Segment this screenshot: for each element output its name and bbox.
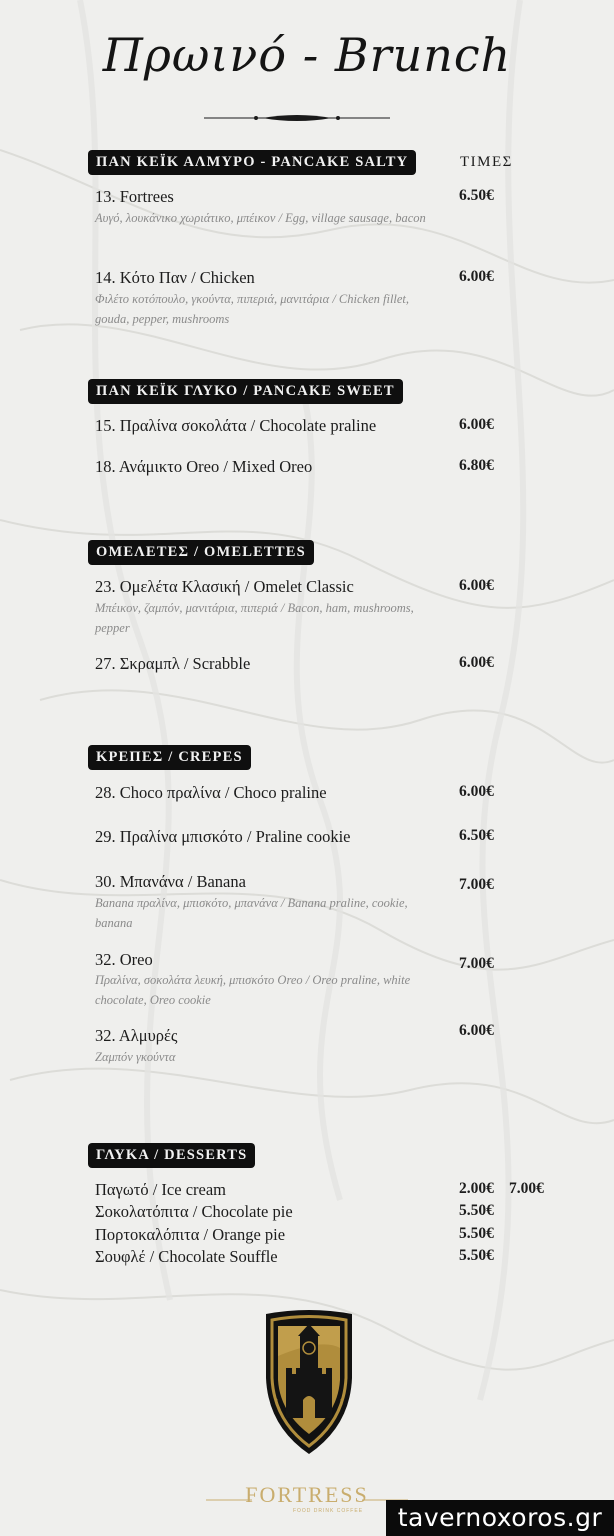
section-heading-pancake-sweet: ΠΑΝ ΚΕΪΚ ΓΛΥΚΟ / PANCAKE SWEET bbox=[88, 379, 403, 404]
menu-item-name: 18. Ανάμικτο Oreo / Mixed Oreo bbox=[95, 457, 313, 476]
menu-item-price: 6.00€ bbox=[459, 783, 494, 800]
menu-item-name: 27. Σκραμπλ / Scrabble bbox=[95, 654, 251, 673]
svg-text:FORTRESS: FORTRESS bbox=[245, 1482, 369, 1507]
menu-item-name: 28. Choco πραλίνα / Choco praline bbox=[95, 783, 327, 802]
menu-item-name: 14. Κότο Παν / Chicken bbox=[95, 268, 255, 287]
menu-item-name: Σοκολατόπιτα / Chocolate pie bbox=[95, 1202, 293, 1221]
menu-item-name: 23. Ομελέτα Κλασική / Omelet Classic bbox=[95, 577, 354, 596]
prices-column-header: ΤΙΜΕΣ bbox=[460, 154, 513, 170]
menu-item-name: 30. Μπανάνα / Banana bbox=[95, 872, 246, 891]
menu-item-description: Μπέικον, ζαμπόν, μανιτάρια, πιπεριά / Bacon, ham, mushrooms, pepper bbox=[95, 601, 414, 635]
menu-item-name: Σουφλέ / Chocolate Souffle bbox=[95, 1247, 278, 1266]
section-heading-crepes: ΚΡΕΠΕΣ / CREPES bbox=[88, 745, 251, 770]
menu-item-price: 6.00€ bbox=[459, 268, 494, 285]
section-heading-desserts: ΓΛΥΚΑ / DESSERTS bbox=[88, 1143, 255, 1168]
menu-item-name: Πορτοκαλόπιτα / Orange pie bbox=[95, 1225, 286, 1244]
title-divider-ornament bbox=[204, 112, 390, 124]
section-heading-pancake-salty: ΠΑΝ ΚΕΪΚ ΑΛΜΥΡΟ - PANCAKE SALTY bbox=[88, 150, 416, 175]
menu-item-price: 7.00€ bbox=[459, 876, 494, 893]
menu-item-price: 7.00€ bbox=[459, 955, 494, 972]
menu-item-price: 5.50€ bbox=[459, 1225, 494, 1242]
menu-item-name: 32. Oreo bbox=[95, 950, 153, 969]
fortress-brand-wordmark bbox=[200, 1478, 414, 1518]
svg-text:FOOD DRINK COFFEE: FOOD DRINK COFFEE bbox=[292, 1508, 364, 1514]
site-watermark: tavernoxoros.gr bbox=[386, 1500, 614, 1536]
menu-item-description: Ζαμπόν γκούντα bbox=[95, 1050, 176, 1064]
menu-item-description: Φιλέτο κοτόπουλο, γκούντα, πιπεριά, μανιτάρια / Chicken fillet, gouda, pepper, mushrooms bbox=[95, 292, 410, 326]
menu-item-price: 6.50€ bbox=[459, 827, 494, 844]
menu-item-price: 6.00€ bbox=[459, 577, 494, 594]
menu-item-price: 6.80€ bbox=[459, 457, 494, 474]
menu-item-price-large: 7.00€ bbox=[509, 1180, 544, 1197]
page-title: Πρωινό - Brunch bbox=[102, 28, 512, 82]
menu-item-name: 13. Fortrees bbox=[95, 187, 174, 206]
menu-item-name: 32. Αλμυρές bbox=[95, 1026, 178, 1045]
menu-item-price: 5.50€ bbox=[459, 1247, 494, 1264]
menu-item-name: Παγωτό / Ice cream bbox=[95, 1180, 226, 1199]
menu-item-price: 6.00€ bbox=[459, 654, 494, 671]
menu-item-price: 2.00€ bbox=[459, 1180, 494, 1197]
menu-item-price: 6.00€ bbox=[459, 416, 494, 433]
menu-item-description: Πραλίνα, σοκολάτα λευκή, μπισκότο Oreo / Oreo praline, white chocolate, Oreo cookie bbox=[95, 973, 411, 1007]
menu-item-description: Αυγό, λουκάνικο χωριάτικο, μπέικον / Egg, village sausage, bacon bbox=[95, 211, 426, 225]
menu-item-price: 5.50€ bbox=[459, 1202, 494, 1219]
menu-item-price: 6.00€ bbox=[459, 1022, 494, 1039]
menu-item-name: 15. Πραλίνα σοκολάτα / Chocolate praline bbox=[95, 416, 377, 435]
menu-item-price: 6.50€ bbox=[459, 187, 494, 204]
fortress-shield-logo bbox=[262, 1308, 356, 1456]
menu-item-name: 29. Πραλίνα μπισκότο / Praline cookie bbox=[95, 827, 351, 846]
menu-item-description: Banana πραλίνα, μπισκότο, μπανάνα / Banana praline, cookie, banana bbox=[95, 896, 408, 930]
section-heading-omelettes: ΟΜΕΛΕΤΕΣ / OMELETTES bbox=[88, 540, 314, 565]
